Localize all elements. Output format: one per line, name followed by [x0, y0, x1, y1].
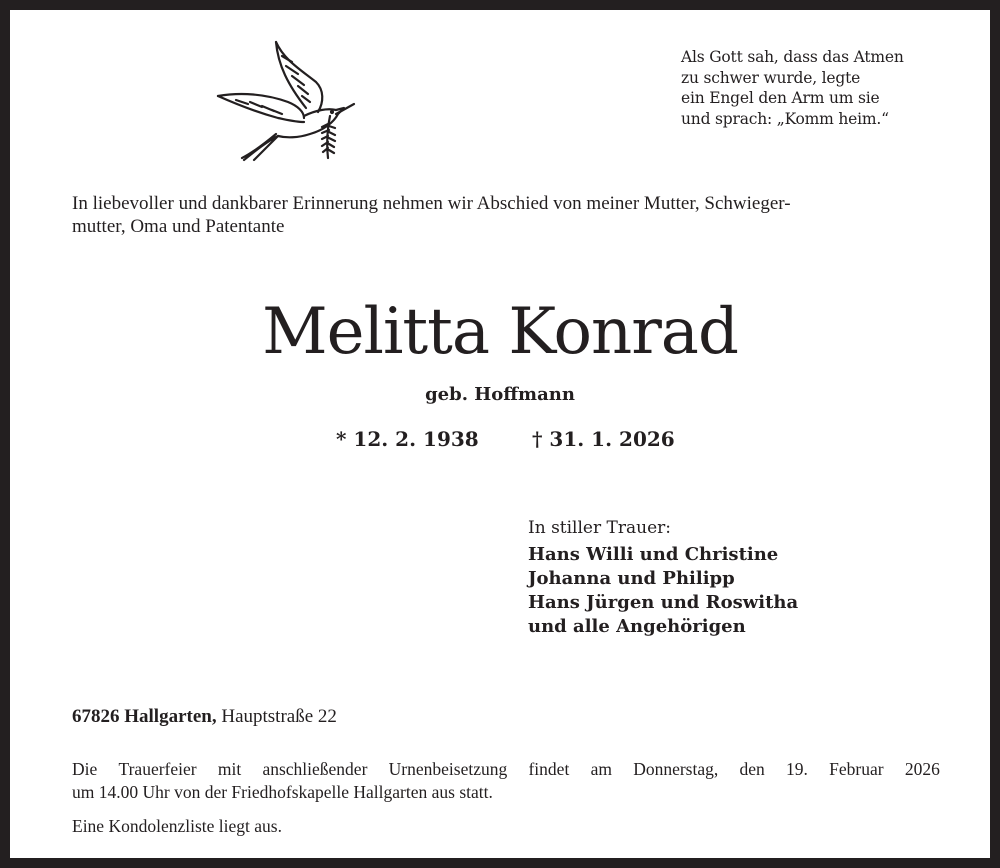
- ceremony-word: 2026: [904, 759, 940, 779]
- mourners-label: In stiller Trauer:: [528, 518, 671, 538]
- ceremony-word: mit: [217, 759, 242, 779]
- ceremony-word: findet: [528, 759, 570, 779]
- poem-line: zu schwer wurde, legte: [681, 68, 861, 87]
- dove-with-olive-branch-icon: [206, 30, 356, 165]
- intro-line: mutter, Oma und Patentante: [72, 216, 285, 237]
- ceremony-word: den: [739, 759, 765, 779]
- mourner-name: Hans Jürgen und Roswitha: [528, 592, 799, 613]
- ceremony-line: um 14.00 Uhr von der Friedhofskapelle Hallgarten aus statt.: [72, 782, 493, 802]
- ceremony-word: anschließender: [262, 759, 368, 779]
- mourners-list: [528, 543, 798, 639]
- poem-line: und sprach: „Komm heim.“: [681, 109, 889, 128]
- ceremony-word: Donnerstag,: [633, 759, 719, 779]
- birth-date: * 12. 2. 1938: [336, 427, 479, 451]
- condolence-note: Eine Kondolenzliste liegt aus.: [72, 816, 282, 836]
- ceremony-word: 19.: [786, 759, 808, 779]
- obituary-notice: [10, 10, 990, 858]
- address-city: 67826 Hallgarten,: [72, 706, 217, 727]
- mourner-name: und alle Angehörigen: [528, 616, 746, 637]
- ceremony-word: am: [590, 759, 612, 779]
- deceased-name: Melitta Konrad: [262, 295, 738, 369]
- ceremony-line: [72, 758, 940, 781]
- death-date: † 31. 1. 2026: [532, 427, 675, 451]
- poem-line: ein Engel den Arm um sie: [681, 89, 880, 107]
- maiden-name: geb. Hoffmann: [425, 384, 575, 405]
- ceremony-word: Februar: [829, 759, 884, 779]
- address: [72, 704, 337, 730]
- ceremony-info: [72, 758, 940, 804]
- address-street: Hauptstraße 22: [221, 706, 337, 727]
- ceremony-word: Urnenbeisetzung: [388, 759, 508, 779]
- ceremony-word: Trauerfeier: [118, 759, 197, 779]
- poem: [681, 47, 904, 129]
- mourner-name: Johanna und Philipp: [528, 568, 735, 589]
- mourners-block: [528, 515, 798, 639]
- intro-line: In liebevoller und dankbarer Erinnerung nehmen wir Abschied von meiner Mutter, Schwieger-: [72, 193, 791, 214]
- ceremony-word: Die: [72, 759, 98, 779]
- poem-line: Als Gott sah, dass das Atmen: [681, 48, 904, 66]
- mourner-name: Hans Willi und Christine: [528, 544, 779, 565]
- intro-text: [72, 192, 942, 238]
